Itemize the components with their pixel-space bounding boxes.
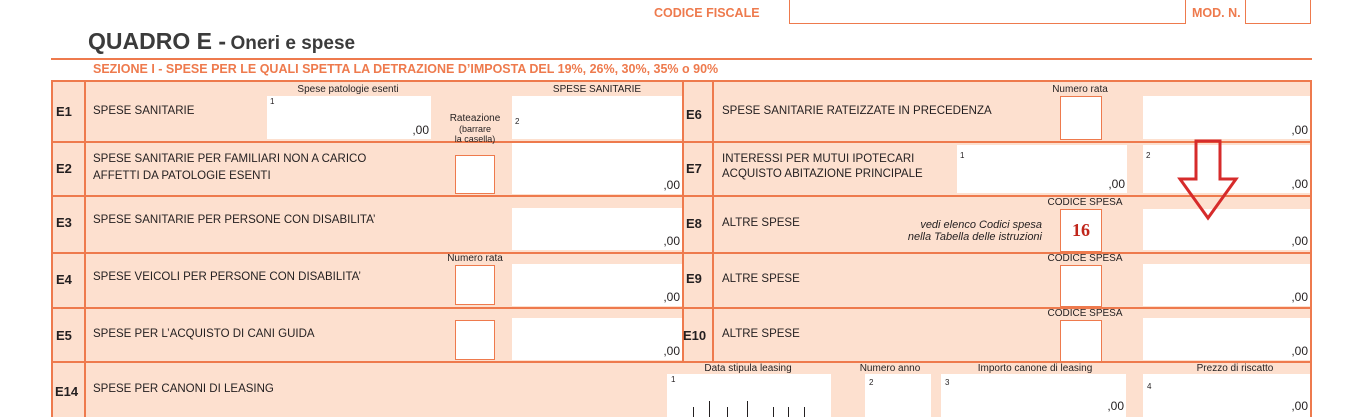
row-label-e6: SPESE SANITARIE RATEIZZATE IN PRECEDENZA <box>722 105 992 117</box>
grid-line <box>712 80 714 362</box>
row-label-e9: ALTRE SPESE <box>722 273 800 285</box>
row-code-e10: E10 <box>683 328 707 343</box>
decimals: ,00 <box>1291 234 1308 248</box>
decimals: ,00 <box>1107 399 1124 413</box>
e8-vedi-elenco-note <box>850 219 1042 243</box>
e7-field-1[interactable] <box>957 145 1127 193</box>
field-number: 1 <box>960 151 965 160</box>
field-number: 1 <box>270 97 275 106</box>
date-tick <box>773 407 774 417</box>
caption-codice-spesa-e10: CODICE SPESA <box>1047 308 1123 319</box>
e9-codice-spesa-input[interactable] <box>1060 265 1102 307</box>
date-tick <box>693 407 694 417</box>
field-number: 4 <box>1147 382 1152 391</box>
row-code-e2: E2 <box>56 161 72 176</box>
e14-importo-canone-input[interactable] <box>941 374 1126 417</box>
e6-numero-rata-input[interactable] <box>1060 96 1102 140</box>
row-label-e14: SPESE PER CANONI DI LEASING <box>93 383 274 395</box>
e1-field-2[interactable] <box>512 96 682 139</box>
e2-field[interactable] <box>512 143 682 194</box>
row-label-e1: SPESE SANITARIE <box>93 105 195 117</box>
e10-codice-spesa-input[interactable] <box>1060 320 1102 362</box>
row-label-e7-line1: INTERESSI PER MUTUI IPOTECARI <box>722 153 915 165</box>
row-code-e14: E14 <box>55 384 79 399</box>
title-underline <box>51 58 1312 60</box>
caption-rateazione <box>445 114 505 144</box>
date-tick <box>788 407 789 417</box>
row-label-e2-line2: AFFETTI DA PATOLOGIE ESENTI <box>93 170 271 182</box>
field-number: 2 <box>869 378 874 387</box>
row-code-e3: E3 <box>56 215 72 230</box>
caption-codice-spesa-e9: CODICE SPESA <box>1047 253 1123 264</box>
e10-field[interactable] <box>1143 318 1310 360</box>
caption-numero-rata-left: Numero rata <box>447 253 503 264</box>
decimals: ,00 <box>663 290 680 304</box>
row-label-e3: SPESE SANITARIE PER PERSONE CON DISABILITA’ <box>93 214 376 226</box>
mod-n-input[interactable] <box>1245 0 1311 24</box>
row-code-e4: E4 <box>56 272 72 287</box>
page-title <box>88 28 355 55</box>
decimals: ,00 <box>663 178 680 192</box>
e5-numero-rata-input[interactable] <box>455 320 495 360</box>
row-code-e7: E7 <box>686 161 702 176</box>
grid-line <box>84 80 86 417</box>
decimals: ,00 <box>1291 123 1308 137</box>
grid-line <box>51 80 53 417</box>
row-label-e10: ALTRE SPESE <box>722 328 800 340</box>
caption-spese-patologie-esenti: Spese patologie esenti <box>297 84 399 95</box>
e4-numero-rata-input[interactable] <box>455 265 495 305</box>
row-code-e5: E5 <box>56 328 72 343</box>
row-code-e9: E9 <box>686 271 702 286</box>
row-code-e1: E1 <box>56 104 72 119</box>
caption-prezzo-riscatto: Prezzo di riscatto <box>1196 363 1274 374</box>
grid-line <box>1310 80 1312 417</box>
field-number: 3 <box>945 378 950 387</box>
caption-rateazione-line1: Rateazione <box>449 113 501 124</box>
caption-codice-spesa-e8: CODICE SPESA <box>1047 197 1123 208</box>
e8-vedi-elenco-line2: nella Tabella delle istruzioni <box>907 231 1042 243</box>
decimals: ,00 <box>1291 399 1308 413</box>
decimals: ,00 <box>1108 177 1125 191</box>
e6-field[interactable] <box>1143 96 1310 139</box>
decimals: ,00 <box>1291 177 1308 191</box>
e14-data-stipula-input[interactable] <box>667 374 831 417</box>
row-label-e4: SPESE VEICOLI PER PERSONE CON DISABILITA’ <box>93 271 361 283</box>
mod-n-label: MOD. N. <box>1192 6 1241 20</box>
e3-field[interactable] <box>512 208 682 250</box>
field-number: 2 <box>1146 151 1151 160</box>
decimals: ,00 <box>1291 290 1308 304</box>
e14-prezzo-riscatto-input[interactable] <box>1143 374 1310 417</box>
e2-rateazione-checkbox[interactable] <box>455 155 495 194</box>
row-code-e6: E6 <box>686 107 702 122</box>
section-title: SEZIONE I - SPESE PER LE QUALI SPETTA LA DETRAZIONE D’IMPOSTA DEL 19%, 26%, 30%, 35% o 90% <box>93 62 719 76</box>
caption-rateazione-line3: la casella) <box>454 134 496 144</box>
caption-spese-sanitarie: SPESE SANITARIE <box>552 84 642 95</box>
codice-fiscale-input[interactable] <box>789 0 1186 24</box>
field-number: 2 <box>515 117 520 126</box>
row-label-e5: SPESE PER L’ACQUISTO DI CANI GUIDA <box>93 328 315 340</box>
quadro-name: Oneri e spese <box>230 33 356 54</box>
caption-numero-rata-right: Numero rata <box>1052 84 1108 95</box>
row-code-e8: E8 <box>686 216 702 231</box>
caption-importo-canone: Importo canone di leasing <box>977 363 1093 374</box>
quadro-code: QUADRO E - <box>88 28 226 54</box>
field-number: 1 <box>671 375 676 384</box>
e4-field[interactable] <box>512 264 682 306</box>
date-tick <box>709 401 710 417</box>
e14-numero-anno-input[interactable] <box>865 374 931 417</box>
e8-codice-spesa-input[interactable] <box>1060 209 1102 252</box>
grid-line <box>682 80 684 362</box>
caption-numero-anno: Numero anno <box>859 363 921 374</box>
caption-data-stipula-leasing: Data stipula leasing <box>704 363 792 374</box>
decimals: ,00 <box>1291 344 1308 358</box>
decimals: ,00 <box>663 344 680 358</box>
e8-vedi-elenco-line1: vedi elenco Codici spesa <box>920 219 1042 231</box>
row-label-e8: ALTRE SPESE <box>722 217 800 229</box>
decimals: ,00 <box>412 123 429 137</box>
date-tick <box>747 401 748 417</box>
date-tick <box>804 407 805 417</box>
row-label-e2-line1: SPESE SANITARIE PER FAMILIARI NON A CARICO <box>93 153 367 165</box>
e1-field-1[interactable] <box>267 96 431 139</box>
caption-rateazione-line2: (barrare <box>458 124 491 134</box>
e5-field[interactable] <box>512 318 682 360</box>
e9-field[interactable] <box>1143 264 1310 306</box>
row-label-e7-line2: ACQUISTO ABITAZIONE PRINCIPALE <box>722 168 923 180</box>
date-tick <box>727 407 728 417</box>
arrow-down-icon <box>1175 138 1241 222</box>
decimals: ,00 <box>663 234 680 248</box>
e8-codice-spesa-value: 16 <box>1072 220 1090 240</box>
codice-fiscale-label: CODICE FISCALE <box>654 6 760 20</box>
